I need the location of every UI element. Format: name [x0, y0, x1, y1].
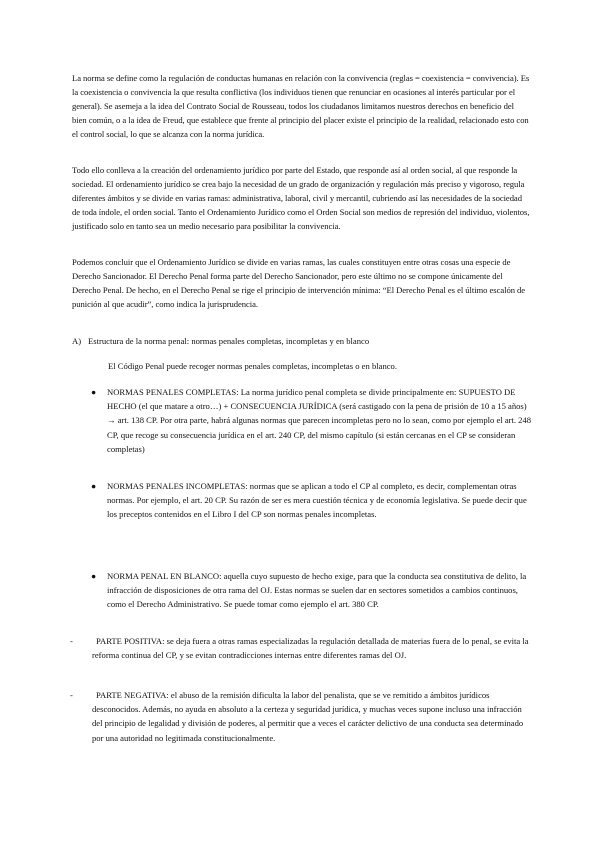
- paragraph-ordenamiento: Todo ello conlleva a la creación del ordenamiento jurídico por parte del Estado, que responde así al orden social, al que responde la sociedad. El ordenamiento jurídico se crea bajo la necesidad de un grado de organización y regulación más preciso y vigoroso, regula diferentes ámbitos y se divide en varias ramas: administrativa, laboral, civil y mercantil, cubriendo así las necesidades de la sociedad de toda índole, el orden social. Tanto el Ordenamiento Jurídico como el Orden Social son medios de represión del individuo, violentos, justificado solo en tanto sea un medio necesario para posibilitar la convivencia.: [72, 165, 530, 232]
- section-heading: [72, 334, 530, 348]
- section-heading-text: Estructura de la norma penal: normas penales completas, incompletas y en blanco: [88, 336, 370, 346]
- list-item-text: PARTE NEGATIVA: el abuso de la remisión dificulta la labor del penalista, que se ve remitido a ámbitos jurídicos desconocidos. Además, no ayuda en absoluto a la certeza y seguridad jurídica, y muchas veces supone incluso una infracción del principio de legalidad y división de poderes, al permitir que a veces el carácter delictivo de una conducta sea determinado por una autoridad no legitimada constitucionalmente.: [92, 690, 524, 743]
- dash-marker: -: [70, 636, 73, 646]
- section-intro: El Código Penal puede recoger normas penales completas, incompletas o en blanco.: [108, 361, 397, 371]
- section-heading-letter: A): [72, 336, 82, 346]
- paragraph-norma: La norma se define como la regulación de conductas humanas en relación con la convivencia (reglas = coexistencia = convivencia). Es la coexistencia o convivencia la que resulta conflictiva (los individuos tienen que renunciar en ocasiones al interés particular por el general). Se asemeja a la idea del Contrato Social de Rousseau, todos los ciudadanos limitamos nuestros derechos en beneficio del bien común, o a la idea de Freud, que establece que frente al principio del placer existe el principio de la realidad, relacionado esto con el control social, lo que se alcanza con la norma jurídica.: [72, 73, 530, 140]
- list-item-norma-en-blanco: [93, 569, 533, 612]
- dash-marker: -: [70, 690, 73, 700]
- list-item-parte-positiva: [70, 634, 530, 662]
- bullet-icon: ●: [91, 481, 97, 491]
- list-item-text: NORMA PENAL EN BLANCO: aquella cuyo supuesto de hecho exige, para que la conducta sea constitutiva de delito, la infracción de disposiciones de otra rama del OJ. Estas normas se suelen dar en sectores sometidos a cambios continuos, como el Derecho Administrativo. Se puede tomar como ejemplo el art. 380 CP.: [107, 571, 527, 610]
- list-item-text: NORMAS PENALES INCOMPLETAS: normas que se aplican a todo el CP al completo, es decir, complementan otras normas. Por ejemplo, el art. 20 CP. Su razón de ser es mera cuestión técnica y de economía legislativa. Se puede decir que los preceptos contenidos en el Libro I del CP son normas penales incompletas.: [107, 481, 527, 520]
- list-item-text: NORMAS PENALES COMPLETAS: La norma jurídico penal completa se divide principalmente en: SUPUESTO DE HECHO (el que matare a otro…) + CONSECUENCIA JURÍDICA (será castigado con la pena de prisión de 10 a 15 años) → art. 138 CP. Por otra parte, habrá algunas normas que parecen incompletas pero no lo sean, como por ejemplo el art. 248 CP, que recoge su consecuencia jurídica en el art. 240 CP, del mismo capítulo (si están cercanas en el CP se consideran completas): [107, 387, 532, 454]
- paragraph-derecho-sancionador: Podemos concluir que el Ordenamiento Jurídico se divide en varias ramas, las cuales constituyen entre otras cosas una especie de Derecho Sancionador. El Derecho Penal forma parte del Derecho Sancionador, pero este último no se compone únicamente del Derecho Penal. De hecho, en el Derecho Penal se rige el principio de intervención mínima: “El Derecho Penal es el último escalón de punición al que acudir”, como indica la jurisprudencia.: [72, 257, 526, 310]
- list-item-normas-completas: [93, 385, 533, 456]
- list-item-text: PARTE POSITIVA: se deja fuera a otras ramas especializadas la regulación detallada de materias fuera de lo penal, se evita la reforma continua del CP, y se evitan contradicciones internas entre diferentes ramas del OJ.: [92, 636, 529, 661]
- bullet-icon: ●: [91, 571, 97, 581]
- list-item-parte-negativa: [70, 688, 530, 745]
- bullet-icon: ●: [91, 387, 97, 397]
- list-item-normas-incompletas: [93, 479, 533, 522]
